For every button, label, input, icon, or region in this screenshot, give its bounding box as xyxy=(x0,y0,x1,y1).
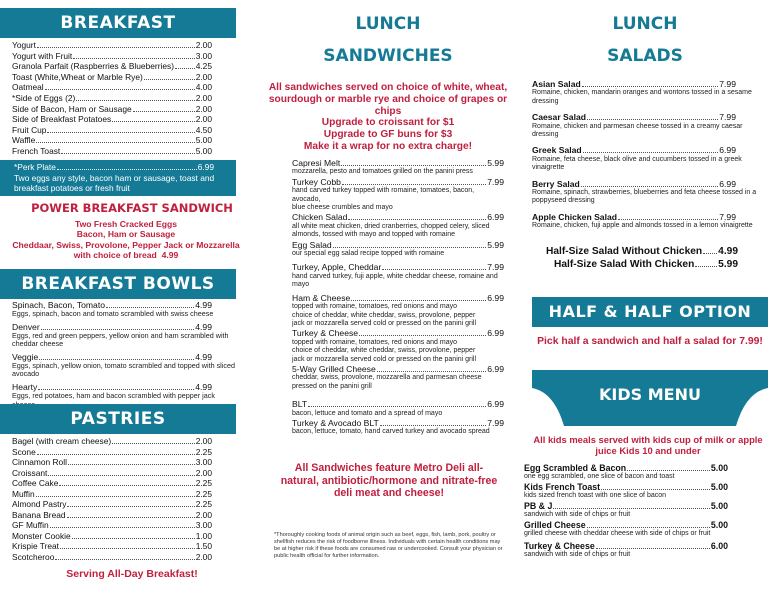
list-item: Berry Salad 6.99 Romaine, spinach, strawberries, blueberries and feta cheese tossed in a poppyseed dressing xyxy=(532,178,757,205)
list-item: Veggie 4.99 Eggs, spinach, yellow onion, tomato scrambled and topped with sliced avocado xyxy=(12,351,235,379)
list-item: Grilled Cheese 5.00 grilled cheese with cheddar cheese with side of chips or fruit xyxy=(524,520,728,537)
menu-item: Toast (White,Wheat or Marble Rye) 2.00 xyxy=(12,71,212,82)
list-item: Turkey Cobb 7.99 hand carved turkey topped with romaine, tomatoes, bacon, avocado, blue cheese crumbles and mayo xyxy=(292,176,504,212)
serving-all-day-note: Serving All-Day Breakfast! xyxy=(66,568,198,580)
sandwich-list xyxy=(292,158,504,437)
power-sandwich-title: POWER BREAKFAST SANDWICH xyxy=(31,201,233,215)
menu-item: Fruit Cup 4.50 xyxy=(12,124,212,135)
menu-item: Cinnamon Roll 3.00 xyxy=(12,457,212,467)
lunch-salads-column xyxy=(522,0,768,594)
kids-menu-note: All kids meals served with kids cup of milk or apple juice Kids 10 and under xyxy=(533,434,763,456)
food-safety-notice: *Thoroughly cooking foods of animal origin such as beef, eggs, fish, lamb, pork, poultry or shellfish reduces the risk of foodborne illness. Individuals with certain health conditions may be at higher risk if these foods are consumed raw or undercooked. Consult your physician or public health official for further information. xyxy=(274,532,503,559)
menu-item: Side of Breakfast Potatoes 2.00 xyxy=(12,114,212,125)
menu-item: Yogurt with Fruit 3.00 xyxy=(12,50,212,61)
pastries-list xyxy=(12,436,212,562)
metro-deli-note: All Sandwiches feature Metro Deli all-natural, antibiotic/hormone and nitrate-free deli meat and cheese! xyxy=(280,462,498,500)
menu-item: Half-Size Salad Without Chicken 4.99 xyxy=(546,246,738,257)
power-sandwich-price: 4.99 xyxy=(161,250,179,261)
menu-item: Side of Bacon, Ham or Sausage 2.00 xyxy=(12,103,212,114)
list-item: Kids French Toast 5.00 kids sized french toast with one slice of bacon xyxy=(524,482,728,499)
perk-plate-desc: Two eggs any style, bacon ham or sausage, toast and breakfast potatoes or fresh fruit xyxy=(14,172,215,193)
menu-item: Half-Size Salad With Chicken 5.99 xyxy=(554,259,738,270)
breakfast-column xyxy=(0,0,264,594)
menu-item: Almond Pastry 2.25 xyxy=(12,499,212,509)
half-and-half-note: Pick half a sandwich and half a salad for 7.99! xyxy=(537,336,763,347)
sandwich-notes: All sandwiches served on choice of white, wheat, sourdough or marble rye and choice of grapes or chips Upgrade to croissant for $1 Upgrade to GF buns for $3 Make it a wrap for no extra charge! xyxy=(268,82,508,152)
menu-item: Waffle 5.00 xyxy=(12,135,212,146)
pastries-header: PASTRIES xyxy=(0,404,236,434)
half-size-salads xyxy=(546,245,738,271)
menu-item: Oatmeal 4.00 xyxy=(12,82,212,93)
menu-item: Bagel (with cream cheese) 2.00 xyxy=(12,436,212,446)
list-item: PB & J 5.00 sandwich with side of chips or fruit xyxy=(524,501,728,518)
list-item: Capresi Melt 5.99 mozzarella, pesto and tomatoes grilled on the panini press xyxy=(292,158,504,176)
breakfast-header: BREAKFAST xyxy=(0,8,236,38)
perk-plate-band xyxy=(0,160,236,196)
list-item: Turkey, Apple, Cheddar 7.99 hand carved turkey, fuji apple, white cheddar cheese, romaine and mayo xyxy=(292,262,504,289)
menu-item: Coffee Cake 2.25 xyxy=(12,478,212,488)
menu-item: Scotcheroo 2.00 xyxy=(12,551,212,562)
list-item: Turkey & Cheese 6.00 sandwich with side of chips or fruit xyxy=(524,541,728,558)
menu-item: Scone 2.25 xyxy=(12,446,212,457)
breakfast-bowls-header: BREAKFAST BOWLS xyxy=(0,269,236,299)
list-item: Caesar Salad 7.99 Romaine, chicken and parmesan cheese tossed in a creamy caesar dressing xyxy=(532,112,743,139)
list-item: Egg Scrambled & Bacon 5.00 one egg scrambled, one slice of bacon and toast xyxy=(524,463,728,480)
list-item: Asian Salad 7.99 Romaine, chicken, mandarin oranges and wontons tossed in a sesame dressing xyxy=(532,79,752,105)
menu-item: Banana Bread 2.00 xyxy=(12,509,212,520)
menu-item: GF Muffin 3.00 xyxy=(12,520,212,530)
menu-item: French Toast 5.00 xyxy=(12,145,212,156)
list-item: Egg Salad 5.99 our special egg salad recipe topped with romaine xyxy=(292,239,504,258)
list-item: Ham & Cheese 6.99 topped with romaine, tomatoes, red onions and mayo choice of cheddar, white cheddar, swiss, provolone, pepper jack or mozzarella served cold or pressed on the panini grill xyxy=(292,292,504,327)
half-and-half-header: HALF & HALF OPTION xyxy=(532,297,768,327)
kids-menu-header: KIDS MENU xyxy=(599,385,701,404)
list-item: Spinach, Bacon, Tomato 4.99 Eggs, spinach, bacon and tomato scrambled with swiss cheese xyxy=(12,300,214,318)
lunch-sandwiches-column xyxy=(264,0,522,594)
list-item: 5-Way Grilled Cheese 6.99 cheddar, swiss, provolone, mozzarella and parmesan cheese pressed on the panini grill xyxy=(292,363,504,390)
list-item: Greek Salad 6.99 Romaine, feta cheese, black olive and cucumbers tossed in a greek vinaigrette xyxy=(532,145,742,172)
power-sandwich-details: Two Fresh Cracked Eggs Bacon, Ham or Sausage Cheddaar, Swiss, Provolone, Pepper Jack or Mozzarella with choice of bread 4.99 xyxy=(12,219,240,261)
menu-item: Yogurt 2.00 xyxy=(12,40,212,50)
menu-item: Croissant 2.00 xyxy=(12,467,212,478)
menu-item: Granola Parfait (Raspberries & Blueberries) 4.25 xyxy=(12,61,212,72)
bowls-list xyxy=(12,300,240,412)
breakfast-list xyxy=(12,40,212,157)
menu-item: Monster Cookie 1.00 xyxy=(12,530,212,541)
kids-list xyxy=(524,463,760,559)
list-item: Turkey & Cheese 6.99 topped with romaine, tomatoes, red onions and mayo choice of cheddar, white cheddar, swiss, provolone, pepper jack or mozzarella served cold or pressed on the panini grill xyxy=(292,328,504,363)
list-item: Apple Chicken Salad 7.99 Romaine, chicken, fuji apple and almonds tossed in a lemon vinaigrette xyxy=(532,211,753,230)
salad-list xyxy=(532,79,764,231)
menu-item: Muffin 2.25 xyxy=(12,488,212,499)
menu-item: *Perk Plate 6.99 xyxy=(14,162,214,172)
lunch-header: LUNCH xyxy=(355,14,421,34)
lunch-header: LUNCH xyxy=(612,14,678,34)
list-item: Turkey & Avocado BLT 7.99 bacon, lettuce, tomato, hand carved turkey and avocado spread xyxy=(292,417,504,436)
list-item: Chicken Salad 6.99 all white meat chicken, dried cranberries, chopped celery, sliced almonds, tossed with mayo and topped with romaine xyxy=(292,212,504,239)
salads-header: SALADS xyxy=(607,46,683,66)
list-item: BLT 6.99 bacon, lettuce and tomato and a spread of mayo xyxy=(292,399,504,417)
sandwiches-header: SANDWICHES xyxy=(323,46,453,66)
menu-item: Krispie Treat 1.50 xyxy=(12,541,212,551)
list-item: Hearty 4.99 Eggs, red potatoes, ham and bacon scrambled with pepper jack xyxy=(12,381,215,400)
menu-item: *Side of Eggs (2) 2.00 xyxy=(12,92,212,103)
list-item: Denver 4.99 Eggs, red and green peppers, yellow onion and ham scrambled with cheddar cheese xyxy=(12,321,229,349)
